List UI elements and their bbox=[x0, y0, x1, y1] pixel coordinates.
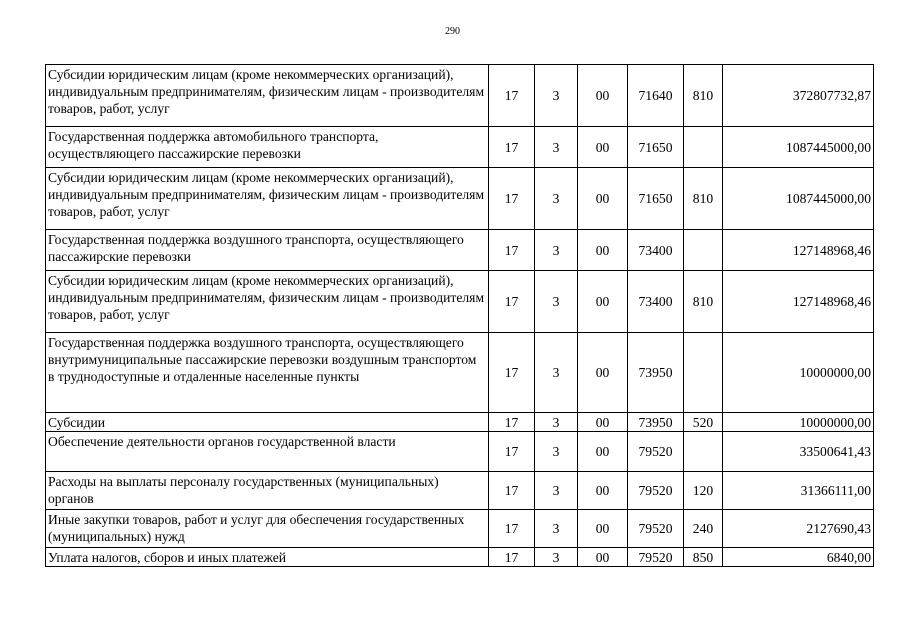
expense-type-code: 810 bbox=[684, 271, 723, 333]
expense-type-code: 810 bbox=[684, 168, 723, 230]
amount: 372807732,87 bbox=[723, 65, 874, 127]
article-code: 79520 bbox=[628, 510, 684, 548]
expense-type-code: 240 bbox=[684, 510, 723, 548]
program-code: 00 bbox=[578, 333, 628, 413]
subsection-code: 3 bbox=[535, 432, 578, 472]
subsection-code: 3 bbox=[535, 510, 578, 548]
row-name: Субсидии юридическим лицам (кроме некоммерческих организаций), индивидуальным предпринимателям, физическим лицам - производителям товаров, работ, услуг bbox=[46, 65, 489, 127]
table-row bbox=[46, 127, 874, 168]
subsection-code: 3 bbox=[535, 413, 578, 432]
subsection-code: 3 bbox=[535, 127, 578, 168]
expense-type-code bbox=[684, 432, 723, 472]
amount: 10000000,00 bbox=[723, 413, 874, 432]
expense-type-code: 850 bbox=[684, 548, 723, 567]
article-code: 73950 bbox=[628, 413, 684, 432]
section-code: 17 bbox=[489, 413, 535, 432]
amount: 1087445000,00 bbox=[723, 127, 874, 168]
amount: 127148968,46 bbox=[723, 230, 874, 271]
program-code: 00 bbox=[578, 168, 628, 230]
row-name: Обеспечение деятельности органов государственной власти bbox=[46, 432, 489, 472]
table-row bbox=[46, 230, 874, 271]
row-name: Уплата налогов, сборов и иных платежей bbox=[46, 548, 489, 567]
table-row bbox=[46, 510, 874, 548]
expense-type-code: 120 bbox=[684, 472, 723, 510]
amount: 33500641,43 bbox=[723, 432, 874, 472]
section-code: 17 bbox=[489, 472, 535, 510]
article-code: 71650 bbox=[628, 168, 684, 230]
table-row bbox=[46, 271, 874, 333]
section-code: 17 bbox=[489, 548, 535, 567]
subsection-code: 3 bbox=[535, 168, 578, 230]
table-row bbox=[46, 472, 874, 510]
article-code: 79520 bbox=[628, 548, 684, 567]
expense-type-code: 810 bbox=[684, 65, 723, 127]
table-row bbox=[46, 168, 874, 230]
subsection-code: 3 bbox=[535, 472, 578, 510]
amount: 31366111,00 bbox=[723, 472, 874, 510]
subsection-code: 3 bbox=[535, 230, 578, 271]
article-code: 73400 bbox=[628, 230, 684, 271]
article-code: 71650 bbox=[628, 127, 684, 168]
section-code: 17 bbox=[489, 65, 535, 127]
amount: 127148968,46 bbox=[723, 271, 874, 333]
amount: 10000000,00 bbox=[723, 333, 874, 413]
program-code: 00 bbox=[578, 472, 628, 510]
article-code: 73950 bbox=[628, 333, 684, 413]
table-row bbox=[46, 413, 874, 432]
budget-table bbox=[45, 64, 874, 567]
section-code: 17 bbox=[489, 127, 535, 168]
program-code: 00 bbox=[578, 230, 628, 271]
table-row bbox=[46, 548, 874, 567]
table-row bbox=[46, 333, 874, 413]
page-number: 290 bbox=[445, 26, 460, 37]
subsection-code: 3 bbox=[535, 271, 578, 333]
section-code: 17 bbox=[489, 168, 535, 230]
amount: 2127690,43 bbox=[723, 510, 874, 548]
article-code: 71640 bbox=[628, 65, 684, 127]
program-code: 00 bbox=[578, 413, 628, 432]
subsection-code: 3 bbox=[535, 333, 578, 413]
table-row bbox=[46, 65, 874, 127]
row-name: Государственная поддержка автомобильного транспорта, осуществляющего пассажирские перевозки bbox=[46, 127, 489, 168]
expense-type-code: 520 bbox=[684, 413, 723, 432]
subsection-code: 3 bbox=[535, 65, 578, 127]
amount: 1087445000,00 bbox=[723, 168, 874, 230]
article-code: 73400 bbox=[628, 271, 684, 333]
section-code: 17 bbox=[489, 510, 535, 548]
program-code: 00 bbox=[578, 432, 628, 472]
row-name: Расходы на выплаты персоналу государственных (муниципальных) органов bbox=[46, 472, 489, 510]
table-row bbox=[46, 432, 874, 472]
row-name: Государственная поддержка воздушного транспорта, осуществляющего внутримуниципальные пассажирские перевозки воздушным транспортом в труднодоступные и отдаленные населенные пункты bbox=[46, 333, 489, 413]
section-code: 17 bbox=[489, 271, 535, 333]
expense-type-code bbox=[684, 230, 723, 271]
subsection-code: 3 bbox=[535, 548, 578, 567]
row-name: Субсидии юридическим лицам (кроме некоммерческих организаций), индивидуальным предпринимателям, физическим лицам - производителям товаров, работ, услуг bbox=[46, 168, 489, 230]
row-name: Субсидии bbox=[46, 413, 489, 432]
program-code: 00 bbox=[578, 548, 628, 567]
expense-type-code bbox=[684, 127, 723, 168]
program-code: 00 bbox=[578, 127, 628, 168]
row-name: Иные закупки товаров, работ и услуг для обеспечения государственных (муниципальных) нужд bbox=[46, 510, 489, 548]
article-code: 79520 bbox=[628, 472, 684, 510]
row-name: Субсидии юридическим лицам (кроме некоммерческих организаций), индивидуальным предпринимателям, физическим лицам - производителям товаров, работ, услуг bbox=[46, 271, 489, 333]
amount: 6840,00 bbox=[723, 548, 874, 567]
expense-type-code bbox=[684, 333, 723, 413]
section-code: 17 bbox=[489, 230, 535, 271]
section-code: 17 bbox=[489, 432, 535, 472]
article-code: 79520 bbox=[628, 432, 684, 472]
program-code: 00 bbox=[578, 65, 628, 127]
program-code: 00 bbox=[578, 510, 628, 548]
program-code: 00 bbox=[578, 271, 628, 333]
section-code: 17 bbox=[489, 333, 535, 413]
row-name: Государственная поддержка воздушного транспорта, осуществляющего пассажирские перевозки bbox=[46, 230, 489, 271]
